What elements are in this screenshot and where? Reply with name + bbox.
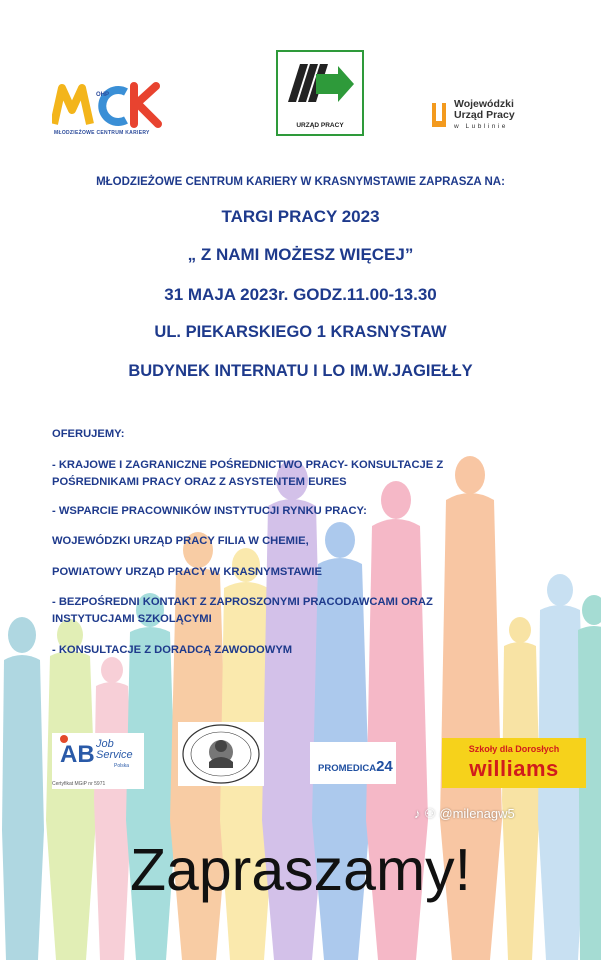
wup-logo	[432, 99, 572, 135]
ab-job: Job	[96, 738, 114, 750]
ab-service: Service	[96, 749, 133, 761]
promedica24-logo	[310, 742, 396, 784]
wup-line2: Urząd Pracy	[454, 109, 515, 121]
offer-item: - BEZPOŚREDNI KONTAKT Z ZAPROSZONYMI PRACODAWCAMI ORAZ	[52, 596, 433, 608]
tiktok-watermark	[414, 806, 515, 822]
event-date: 31 MAJA 2023r. GODZ.11.00-13.30	[164, 285, 437, 304]
wup-text	[454, 99, 515, 132]
williams-name: williams	[469, 756, 559, 781]
ab-polska: Polska	[114, 763, 130, 769]
urzad-pracy-label: URZĄD PRACY	[296, 122, 344, 129]
offer-item: WOJEWÓDZKI URZĄD PRACY FILIA W CHEMIE,	[52, 535, 309, 547]
urzad-pracy-logo	[276, 50, 364, 136]
event-slogan: „ Z NAMI MOŻESZ WIĘCEJ”	[187, 245, 414, 264]
watermark-handle: @milenagw5	[439, 806, 515, 821]
wup-line1: Wojewódzki	[454, 98, 514, 110]
tiktok-icon: ♪ ⚇	[414, 806, 440, 821]
mck-logo	[52, 80, 170, 142]
urzad-pracy-icon	[286, 60, 356, 110]
mck-ohp-label: OHP	[96, 92, 110, 98]
promedica-name: PROMEDICA	[318, 763, 377, 774]
offer-item: INSTYTUCJAMI SZKOLĄCYMI	[52, 613, 212, 625]
mck-subtitle: MŁODZIEŻOWE CENTRUM KARIERY	[54, 130, 150, 136]
williams-logo	[442, 738, 586, 788]
closing-text: Zapraszamy!	[130, 837, 471, 903]
mck-logo-mark	[52, 80, 170, 128]
school-seal-logo	[178, 722, 264, 786]
offer-item: - KONSULTACJE Z DORADCĄ ZAWODOWYM	[52, 644, 293, 656]
ab-letters: AB	[60, 741, 95, 768]
promedica-text	[318, 758, 393, 775]
ab-job-service-logo	[52, 733, 144, 789]
offer-item: - WSPARCIE PRACOWNIKÓW INSTYTUCJI RYNKU PRACY:	[52, 505, 367, 517]
promedica-number: 24	[376, 758, 393, 775]
offer-heading: OFERUJEMY:	[52, 428, 125, 440]
event-title: TARGI PRACY 2023	[221, 207, 380, 226]
wup-mark-icon	[432, 103, 446, 127]
event-address: UL. PIEKARSKIEGO 1 KRASNYSTAW	[154, 323, 447, 341]
offer-item: - KRAJOWE I ZAGRANICZNE POŚREDNICTWO PRACY- KONSULTACJE Z	[52, 459, 444, 471]
ab-job-service-text	[96, 739, 133, 761]
school-seal-icon	[178, 722, 264, 786]
intro-line: MŁODZIEŻOWE CENTRUM KARIERY W KRASNYMSTAWIE ZAPRASZA NA:	[96, 176, 505, 188]
offer-item: POWIATOWY URZĄD PRACY W KRASNYMSTAWIE	[52, 566, 322, 578]
williams-tagline: Szkoły dla Dorosłych	[468, 744, 560, 754]
offer-item: POŚREDNIKAMI PRACY ORAZ Z ASYSTENTEM EURES	[52, 476, 347, 488]
event-building: BUDYNEK INTERNATU I LO IM.W.JAGIEŁŁY	[128, 362, 473, 380]
wup-line3: w Lublinie	[454, 123, 508, 130]
ab-certificate: Certyfikat MGiP nr 5971	[52, 781, 106, 787]
